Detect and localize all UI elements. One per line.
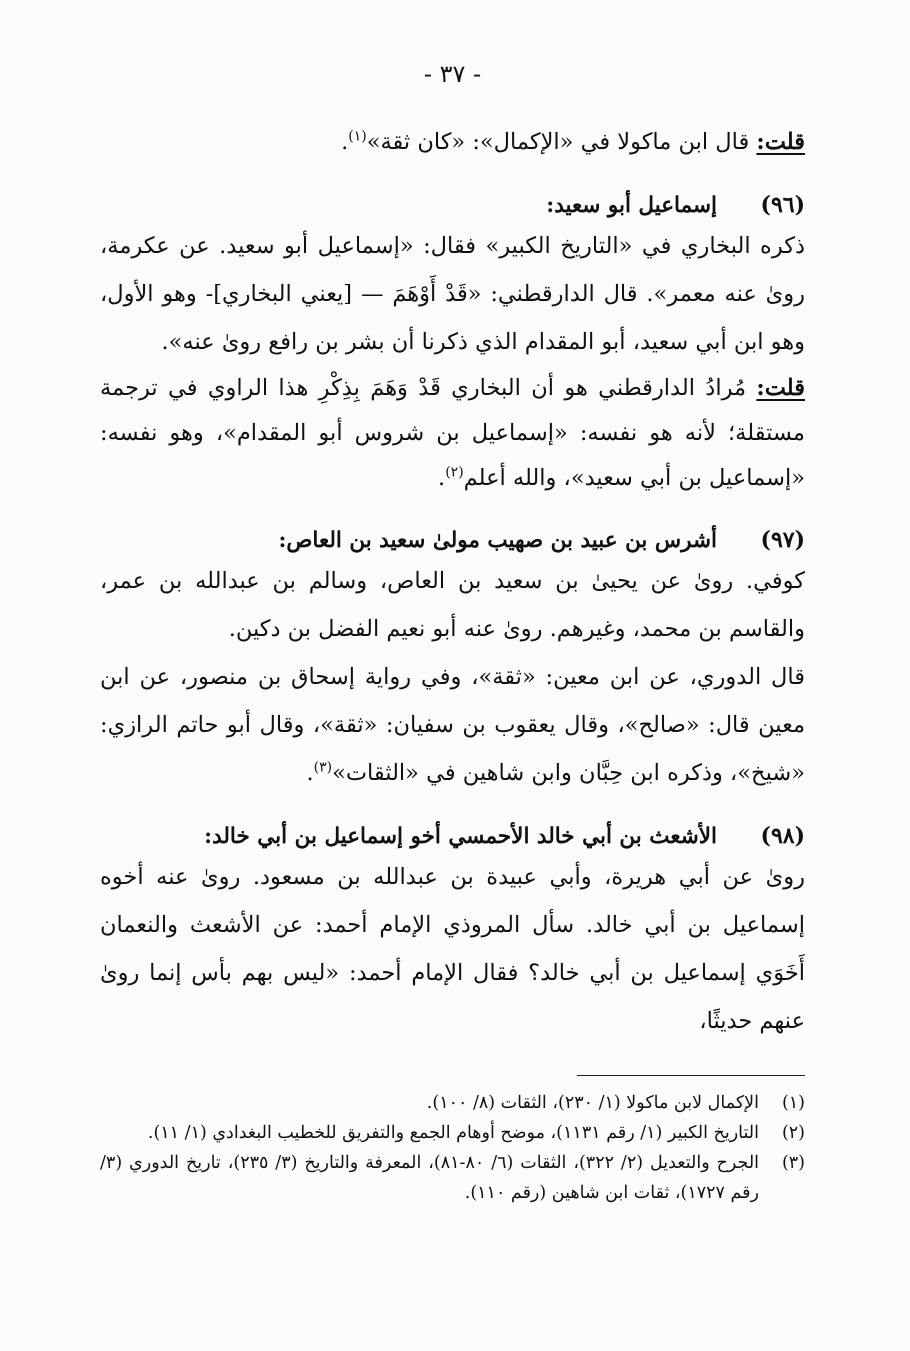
note-paragraph: قلت: مُرادُ الدارقطني هو أن البخاري قَدْ وَهَمَ بِذِكْرِ هذا الراوي في ترجمة مستقلة؛ لأنه هو نفسه: «إسماعيل بن شروس أبو المقدام»، وهو نفسه: «إسماعيل بن أبي سعيد»، والله أعلم$^{(٢)}$. bbox=[100, 375, 805, 491]
footnote-number: (٣) bbox=[781, 1153, 805, 1173]
book-page bbox=[100, 60, 805, 1208]
qultu-label: قلت: bbox=[756, 129, 805, 155]
footnote bbox=[100, 1088, 805, 1118]
footnote-divider bbox=[577, 1075, 805, 1076]
footnote-ref: (١) bbox=[348, 128, 367, 145]
entry-title: إسماعيل أبو سعيد: bbox=[546, 193, 717, 218]
intro-text: قال ابن ماكولا في «الإكمال»: «كان ثقة» bbox=[366, 129, 757, 155]
page-number: - ٣٧ - bbox=[423, 60, 482, 88]
footnote-number: (٢) bbox=[781, 1123, 805, 1143]
footnote-text: الجرح والتعديل (٢/ ٣٢٢)، الثقات (٦/ ٨٠-٨١)، المعرفة والتاريخ (٣/ ٢٣٥)، تاريخ الدوري (٣/ رقم ١٧٢٧)، ثقات ابن شاهين (رقم ١١٠). bbox=[100, 1153, 760, 1203]
entry-heading bbox=[100, 527, 805, 553]
footnote-number: (١) bbox=[781, 1093, 805, 1113]
entry-number: (٩٨) bbox=[760, 823, 805, 849]
entry-number: (٩٦) bbox=[760, 192, 805, 218]
footnote-ref: (٣) bbox=[313, 759, 333, 776]
footnote bbox=[100, 1118, 805, 1148]
entry-heading bbox=[100, 823, 805, 849]
footnote bbox=[100, 1148, 805, 1208]
entry-heading bbox=[100, 192, 805, 218]
entry-paragraph: قال الدوري، عن ابن معين: «ثقة»، وفي رواية إسحاق بن منصور، عن ابن معين قال: «صالح»، وقال يعقوب بن سفيان: «ثقة»، وقال أبو حاتم الرازي: «شيخ»، وذكره ابن حِبَّان وابن شاهين في «الثقات»$^{(٣)}$. bbox=[100, 664, 805, 786]
footnote-text: الإكمال لابن ماكولا (١/ ٢٣٠)، الثقات (٨/ ١٠٠). bbox=[426, 1093, 759, 1113]
entry-paragraph: رویٰ عن أبي هريرة، وأبي عبيدة بن عبدالله بن مسعود. رویٰ عنه أخوه إسماعيل بن أبي خالد. سأل المروذي الإمام أحمد: عن الأشعث والنعمان أَخَوَي إسماعيل بن أبي خالد؟ فقال الإمام أحمد: «ليس بهم بأس إنما رویٰ عنهم حديثًا، bbox=[100, 864, 805, 1034]
entry-paragraph: كوفي. رویٰ عن يحيیٰ بن سعيد بن العاص، وسالم بن عبدالله بن عمر، والقاسم بن محمد، وغيرهم. رویٰ عنه أبو نعيم الفضل بن دكين. bbox=[100, 568, 805, 642]
footnote-ref: (٢) bbox=[445, 464, 464, 481]
entry-text: قال الدوري، عن ابن معين: «ثقة»، وفي رواية إسحاق بن منصور، عن ابن معين قال: «صالح»، وقال يعقوب بن سفيان: «ثقة»، وقال أبو حاتم الرازي: «شيخ»، وذكره ابن حِبَّان وابن شاهين في «الثقات» bbox=[100, 664, 805, 786]
entry-paragraph: ذكره البخاري في «التاريخ الكبير» فقال: «إسماعيل أبو سعيد. عن عكرمة، رویٰ عنه معمر». قال الدارقطني: «قَدْ أَوْهَمَ — [يعني البخاري]- وهو الأول، وهو ابن أبي سعيد، أبو المقدام الذي ذكرنا أن بشر بن رافع رویٰ عنه». bbox=[100, 233, 805, 355]
qultu-label: قلت: bbox=[756, 375, 805, 401]
intro-paragraph: قلت: قال ابن ماكولا في «الإكمال»: «كان ثقة»$^{(١)}$. bbox=[341, 128, 805, 155]
entry-title: الأشعث بن أبي خالد الأحمسي أخو إسماعيل بن أبي خالد: bbox=[204, 824, 717, 849]
entry-title: أشرس بن عبيد بن صهيب مولیٰ سعيد بن العاص: bbox=[278, 528, 717, 553]
entry-number: (٩٧) bbox=[760, 527, 805, 553]
footnote-text: التاريخ الكبير (١/ رقم ١١٣١)، موضح أوهام الجمع والتفريق للخطيب البغدادي (١/ ١١). bbox=[147, 1123, 759, 1143]
note-text: مُرادُ الدارقطني هو أن البخاري قَدْ وَهَمَ بِذِكْرِ هذا الراوي في ترجمة مستقلة؛ لأنه هو نفسه: «إسماعيل بن شروس أبو المقدام»، وهو نفسه: «إسماعيل بن أبي سعيد»، والله أعلم bbox=[100, 375, 805, 491]
